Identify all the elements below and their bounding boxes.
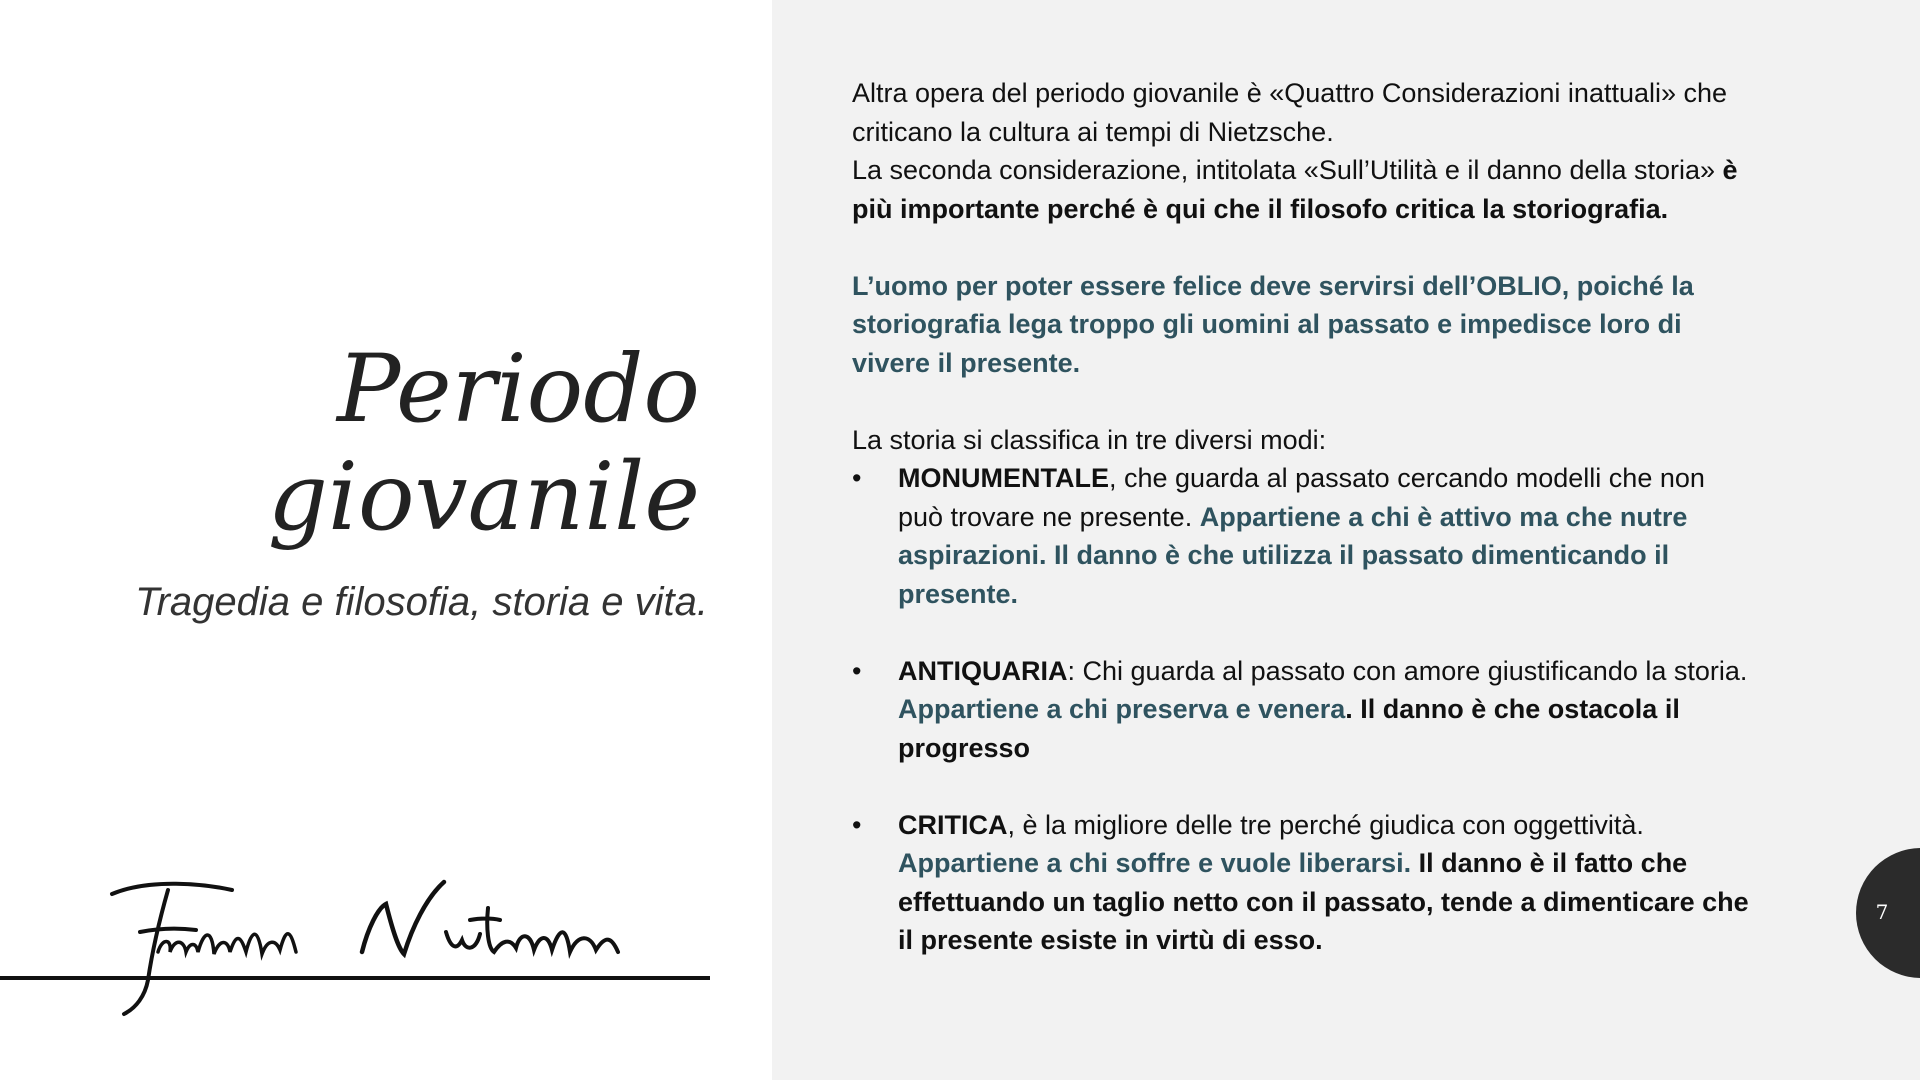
- type-separator: ,: [1007, 809, 1023, 840]
- type-harm: . Il danno è che ostacola il progresso: [898, 694, 1680, 763]
- type-name: CRITICA: [898, 809, 1008, 840]
- nietzsche-signature: [0, 868, 712, 1018]
- second-consideration-bold: è più importante perché è qui che il filosofo critica la storiografia.: [852, 155, 1738, 224]
- type-belongs-to: Appartiene a chi è attivo ma che nutre aspirazioni. Il danno è che utilizza il passato dimenticando il presente.: [898, 501, 1688, 609]
- history-types-list: [852, 459, 1752, 960]
- bullet-icon: •: [852, 809, 862, 840]
- history-intro: La storia si classifica in tre diversi modi:: [852, 424, 1327, 455]
- oblio-paragraph: L’uomo per poter essere felice deve servirsi dell’OBLIO, poiché la storiografia lega troppo gli uomini al passato e impedisce loro di vivere il presente.: [852, 270, 1694, 378]
- spacer: [852, 767, 1752, 806]
- second-consideration-paragraph: [852, 151, 1752, 228]
- slide-subtitle: Tragedia e filosofia, storia e vita.: [135, 580, 708, 624]
- history-type-monumentale: [852, 459, 1752, 613]
- type-belongs-to: Appartiene a chi soffre e vuole liberarsi.: [898, 848, 1412, 878]
- type-description: Chi guarda al passato con amore giustificando la storia.: [1082, 655, 1748, 686]
- type-belongs-to: Appartiene a chi preserva e venera: [898, 694, 1346, 724]
- title-line-2: giovanile: [267, 443, 700, 552]
- bullet-icon: •: [852, 463, 862, 493]
- history-type-antiquaria: [852, 652, 1752, 768]
- type-harm: Il danno è il fatto che effettuando un taglio netto con il passato, tende a dimenticare che il presente esiste in virtù di esso.: [898, 848, 1749, 955]
- type-description: è la migliore delle tre perché giudica con oggettività.: [1022, 809, 1644, 840]
- type-description: che guarda al passato cercando modelli che non può trovare ne presente.: [898, 463, 1705, 532]
- type-separator: :: [1067, 655, 1083, 686]
- slide-title: [268, 336, 700, 552]
- bullet-icon: •: [852, 655, 862, 686]
- second-consideration-text: La seconda considerazione, intitolata «Sull’Utilità e il danno della storia»: [852, 155, 1723, 185]
- spacer: [852, 382, 1752, 421]
- type-name: ANTIQUARIA: [898, 655, 1068, 686]
- page-number: 7: [1875, 900, 1889, 924]
- history-type-critica: [852, 806, 1752, 960]
- main-content: [852, 74, 1752, 960]
- spacer: [852, 613, 1752, 652]
- title-line-1: Periodo: [336, 335, 700, 444]
- type-name: MONUMENTALE: [898, 463, 1109, 493]
- type-separator: ,: [1108, 463, 1124, 493]
- intro-paragraph: Altra opera del periodo giovanile è «Quattro Considerazioni inattuali» che criticano la cultura ai tempi di Nietzsche.: [852, 78, 1728, 147]
- spacer: [852, 228, 1752, 267]
